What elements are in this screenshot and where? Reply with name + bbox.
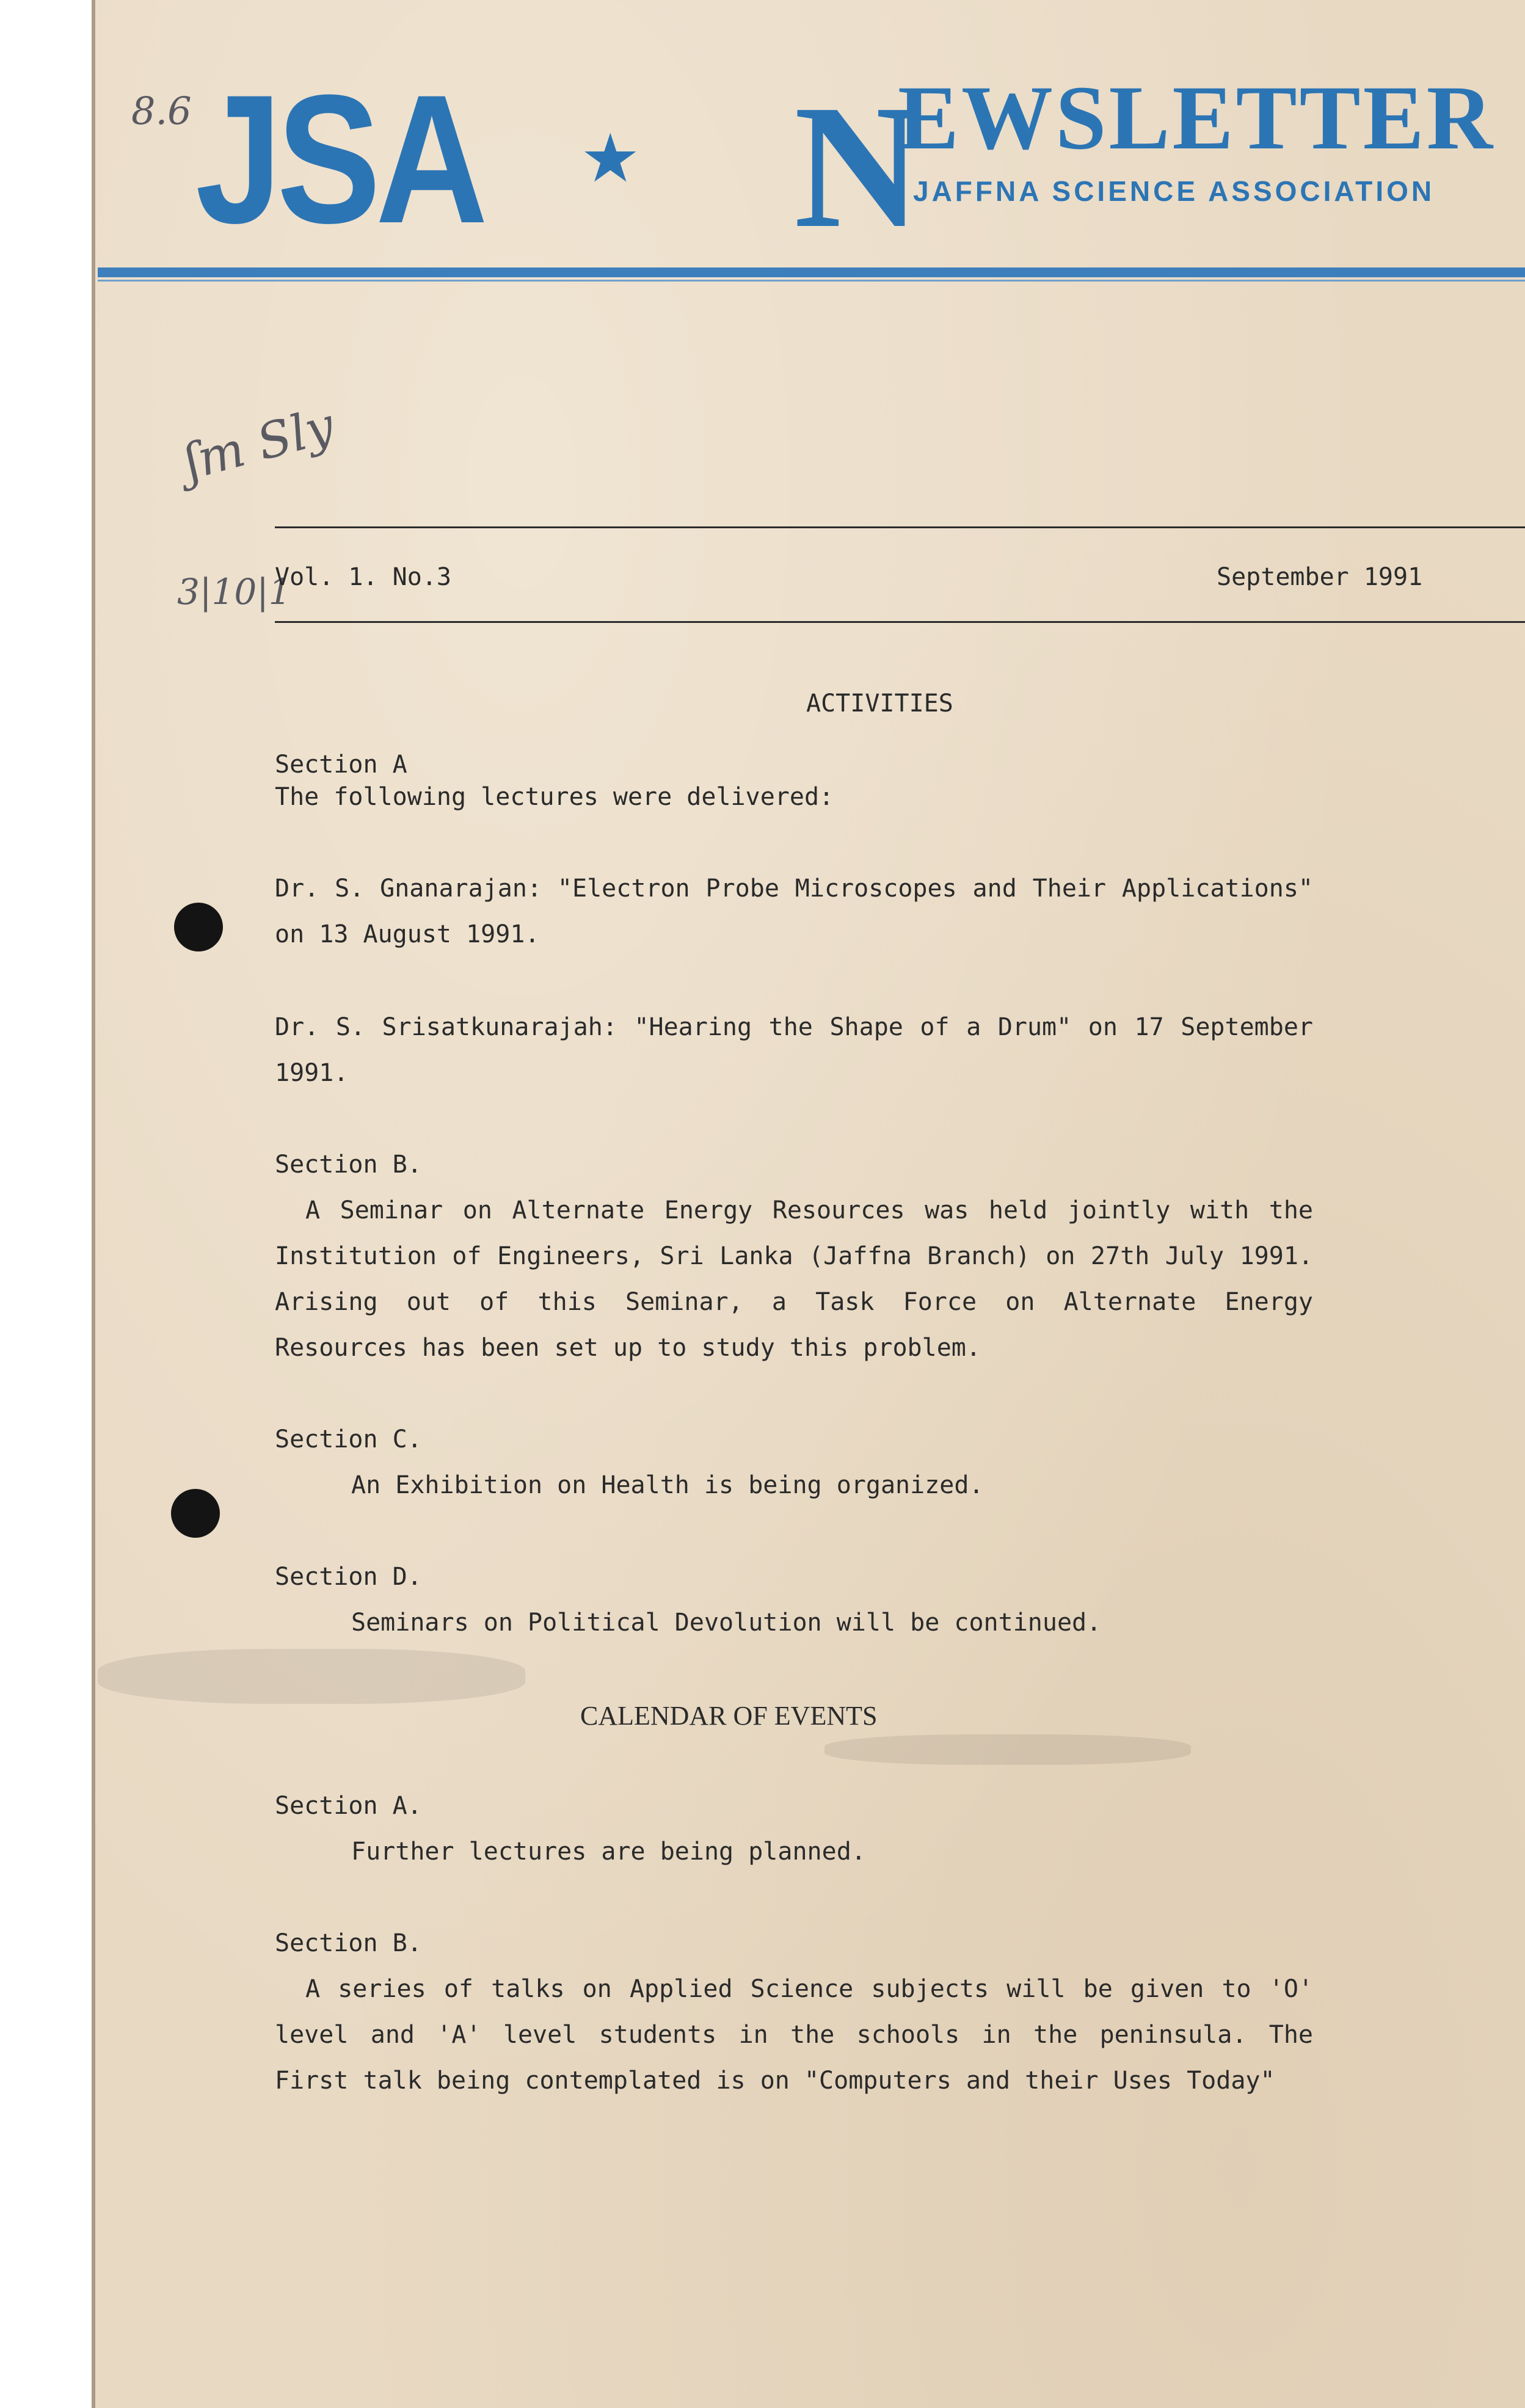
newsletter-initial: N: [794, 68, 922, 264]
calendar-b-paragraph: A series of talks on Applied Science subjects will be given to 'O' level and 'A' level students in the schools in the peninsula. The First talk being contemplated is on "Computers and their Uses Today": [275, 1975, 1313, 2095]
handwritten-date: 3|10|1: [177, 571, 291, 613]
newsletter-page: [92, 0, 1525, 2408]
jsa-logo: JSA: [195, 56, 483, 261]
calendar-section-b-text: [275, 1966, 1313, 2104]
activities-section-b-text: [275, 1188, 1313, 1371]
punch-hole: [171, 1489, 220, 1538]
activities-section-c-text: [275, 1463, 1313, 1508]
lecture-gnanarajan: Dr. S. Gnanarajan: "Electron Probe Microscopes and Their Applications" on 13 August 1991.: [275, 875, 1313, 948]
calendar-heading: CALENDAR OF EVENTS: [580, 1701, 878, 1731]
lecture-srisatkunarajah: Dr. S. Srisatkunarajah: "Hearing the Shape of a Drum" on 17 September 1991.: [275, 1013, 1313, 1087]
calendar-section-b-label: Section B.: [275, 1929, 422, 1957]
association-name: JAFFNA SCIENCE ASSOCIATION: [913, 175, 1435, 207]
calendar-section-a-label: Section A.: [275, 1792, 422, 1820]
issue-rule-bottom: [275, 621, 1525, 623]
activities-section-d-text: [275, 1600, 1313, 1646]
masthead-rule: [98, 267, 1525, 277]
issue-date: September 1991: [1217, 563, 1423, 591]
section-b-paragraph: A Seminar on Alternate Energy Resources was held jointly with the Institution of Engineers, Sri Lanka (Jaffna Branch) on 27th July 1991. Arising out of this Seminar, a Task Force on Alternate Energy Resources has been set up to study this problem.: [275, 1196, 1313, 1362]
handwritten-number: 8.6: [131, 89, 192, 133]
masthead-rule-thin: [98, 280, 1525, 282]
activities-section-a-intro: The following lectures were delivered:: [275, 783, 834, 811]
section-c-paragraph: An Exhibition on Health is being organized.: [351, 1471, 984, 1499]
issue-rule-top: [275, 526, 1525, 528]
handwritten-initials: ʃm Sly: [178, 396, 340, 491]
calendar-a-paragraph: Further lectures are being planned.: [351, 1838, 866, 1866]
activities-section-d-label: Section D.: [275, 1563, 422, 1591]
star-icon: ★: [580, 121, 641, 196]
activities-section-c-label: Section C.: [275, 1425, 422, 1453]
section-d-paragraph: Seminars on Political Devolution will be continued.: [351, 1609, 1102, 1637]
newsletter-title: EWSLETTER: [898, 67, 1496, 169]
smudge: [98, 1649, 525, 1704]
calendar-section-a-text: [275, 1829, 1313, 1875]
paper-edge: [92, 0, 95, 2408]
smudge: [824, 1734, 1191, 1765]
volume-number: Vol. 1. No.3: [275, 563, 451, 591]
activities-section-b-label: Section B.: [275, 1151, 422, 1179]
activities-heading: ACTIVITIES: [806, 689, 953, 718]
activities-section-a-label: Section A: [275, 751, 407, 779]
punch-hole: [174, 903, 223, 951]
